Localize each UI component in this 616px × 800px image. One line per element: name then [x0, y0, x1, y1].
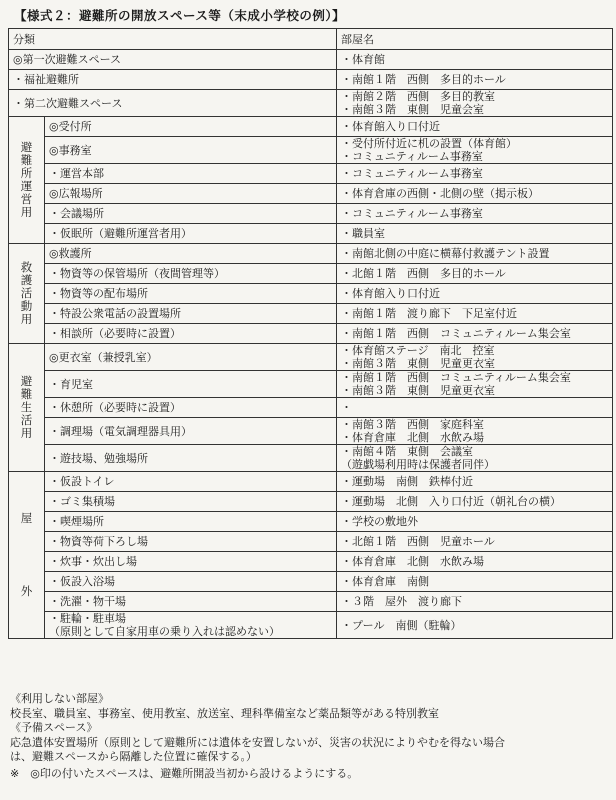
unused-rooms-heading: 《利用しない部屋》	[10, 692, 109, 705]
category-label: ・運営本部	[49, 167, 104, 180]
category-cell	[45, 264, 337, 284]
table-row	[9, 398, 613, 418]
room-name-line: ・体育館入り口付近	[341, 287, 440, 300]
category-note: （原則として自家用車の乗り入れは認めない）	[49, 625, 280, 638]
category-label: ・特設公衆電話の設置場所	[49, 307, 181, 320]
table-row	[9, 344, 613, 371]
footnote: ※ ◎印の付いたスペースは、避難所開設当初から設けるようにする。	[10, 766, 359, 780]
category-label: ・物資等の保管場所（夜間管理等）	[49, 267, 225, 280]
room-cell	[337, 90, 613, 117]
category-label: ・物資等荷下ろし場	[49, 535, 148, 548]
room-name-line: ・北館１階 西側 児童ホール	[341, 535, 495, 548]
room-cell	[337, 244, 613, 264]
table-row	[9, 137, 613, 164]
group-label-char: 活	[20, 286, 33, 300]
table-row	[9, 445, 613, 472]
category-cell	[45, 224, 337, 244]
category-label: ◎広報場所	[49, 187, 103, 200]
room-name-line: ・南館４階 東側 会議室	[341, 445, 473, 458]
group-label-char: 護	[20, 273, 33, 287]
table-row	[9, 532, 613, 552]
reserve-space-heading: 《予備スペース》	[10, 721, 98, 734]
category-cell	[45, 244, 337, 264]
space-table	[8, 28, 613, 639]
group-label-char: 活	[20, 413, 33, 427]
category-label: ◎救護所	[49, 247, 92, 260]
category-cell	[45, 492, 337, 512]
room-name-line: ・南館２階 西側 多目的教室	[341, 90, 495, 103]
unused-rooms-text: 校長室、職員室、事務室、使用教室、放送室、理科準備室など薬品類等がある特別教室	[10, 706, 439, 720]
table-row	[9, 224, 613, 244]
room-cell	[337, 184, 613, 204]
group-label-char: 避	[20, 374, 33, 388]
category-cell	[45, 344, 337, 371]
room-cell	[337, 50, 613, 70]
group-label-char: 避	[20, 140, 33, 154]
category-cell	[45, 512, 337, 532]
room-name-line: ・南館３階 西側 家庭科室	[341, 418, 484, 431]
room-cell	[337, 137, 613, 164]
room-name-line: ・体育館ステージ 南北 控室	[341, 344, 495, 357]
room-name-line: ・南館１階 西側 コミュニティルーム集会室	[341, 371, 571, 384]
group-label-cell	[9, 344, 45, 472]
category-cell	[45, 418, 337, 445]
room-cell	[337, 398, 613, 418]
room-name-line: ・南館１階 西側 コミュニティルーム集会室	[341, 327, 571, 340]
category-label: ・休憩所（必要時に設置）	[49, 401, 181, 414]
category-cell	[45, 612, 337, 639]
table-row	[9, 284, 613, 304]
category-label: ・喫煙場所	[49, 515, 104, 528]
category-cell	[45, 552, 337, 572]
room-name-line: ・運動場 南側 鉄棒付近	[341, 475, 473, 488]
room-name-line: ・３階 屋外 渡り廊下	[341, 595, 462, 608]
category-label: ・相談所（必要時に設置）	[49, 327, 181, 340]
room-name-line: ・南館３階 東側 児童更衣室	[341, 357, 495, 370]
category-cell: ◎第一次避難スペース	[9, 50, 337, 70]
table-row	[9, 324, 613, 344]
header-category: 分類	[9, 29, 337, 50]
group-label-char: 用	[20, 205, 33, 219]
group-label-char: 難	[20, 387, 33, 401]
group-label-cell	[9, 117, 45, 244]
category-label: ・炊事・炊出し場	[49, 555, 137, 568]
room-name-line: ・北館１階 西側 多目的ホール	[341, 267, 506, 280]
category-label: ・物資等の配布場所	[49, 287, 148, 300]
table-row	[9, 592, 613, 612]
room-cell	[337, 264, 613, 284]
category-cell	[45, 137, 337, 164]
category-cell	[45, 592, 337, 612]
group-label-cell	[9, 244, 45, 344]
room-cell	[337, 572, 613, 592]
room-cell	[337, 204, 613, 224]
table-row	[9, 117, 613, 137]
document-title: 【様式２：避難所の開放スペース等（末成小学校の例）】	[14, 8, 346, 23]
category-cell	[45, 398, 337, 418]
room-cell	[337, 492, 613, 512]
room-cell	[337, 164, 613, 184]
table-row	[9, 204, 613, 224]
table-body	[9, 50, 613, 639]
category-label: ◎更衣室（兼授乳室）	[49, 350, 158, 364]
category-cell	[45, 164, 337, 184]
room-name-line: ・体育倉庫 南側	[341, 575, 429, 588]
table-row	[9, 90, 613, 117]
room-name-line: ・南館北側の中庭に横幕付救護テント設置	[341, 247, 550, 260]
group-label-char: 難	[20, 153, 33, 167]
room-cell	[337, 472, 613, 492]
category-cell	[45, 117, 337, 137]
room-name-line: ・コミュニティルーム事務室	[341, 167, 483, 180]
room-name-line: ・受付所付近に机の設置（体育館）	[341, 137, 517, 150]
category-cell	[45, 371, 337, 398]
header-room: 部屋名	[337, 29, 613, 50]
room-name-line: ・体育倉庫の西側・北側の壁（掲示板）	[341, 187, 539, 200]
category-cell	[45, 184, 337, 204]
category-cell: ・福祉避難所	[9, 70, 337, 90]
room-name-line: ・体育倉庫 北側 水飲み場	[341, 555, 484, 568]
room-cell	[337, 304, 613, 324]
table-row	[9, 418, 613, 445]
room-name-line: ・プール 南側（駐輪）	[341, 618, 462, 632]
room-name-line: ・運動場 北側 入り口付近（朝礼台の横）	[341, 495, 561, 508]
group-label-char: 外	[20, 584, 33, 598]
room-cell	[337, 612, 613, 639]
category-cell	[45, 532, 337, 552]
group-label-char: 動	[20, 299, 33, 313]
room-name-line: （遊戯場利用時は保護者同伴）	[341, 458, 495, 471]
room-name-line: ・コミュニティルーム事務室	[341, 150, 483, 163]
category-label: ◎受付所	[49, 120, 92, 133]
category-label: ・遊技場、勉強場所	[49, 451, 148, 465]
room-cell	[337, 371, 613, 398]
group-label-char: 営	[20, 192, 33, 206]
table-row	[9, 472, 613, 492]
room-cell	[337, 284, 613, 304]
table-row	[9, 552, 613, 572]
table-row	[9, 371, 613, 398]
reserve-space-text-1: 応急遺体安置場所（原則として避難所には遺体を安置しないが、災害の状況によりやむを得ない場合	[10, 735, 505, 749]
group-label-char: 屋	[20, 511, 33, 525]
room-name-line: ・南館１階 渡り廊下 下足室付近	[341, 307, 517, 320]
category-cell	[45, 572, 337, 592]
category-cell	[45, 304, 337, 324]
room-cell	[337, 512, 613, 532]
group-label-char: 運	[20, 179, 33, 193]
category-cell	[45, 445, 337, 472]
room-name-line: ・	[341, 401, 352, 414]
category-cell	[45, 284, 337, 304]
category-label: ・仮眠所（避難所運営者用）	[49, 227, 192, 240]
group-label-char: 用	[20, 426, 33, 440]
room-cell	[337, 532, 613, 552]
room-name-line: ・コミュニティルーム事務室	[341, 207, 483, 220]
category-label: ・駐輪・駐車場	[49, 612, 126, 625]
group-label-char: 救	[20, 260, 33, 274]
reserve-space-text-2: は、避難スペースから隔離した位置に確保する。）	[10, 750, 257, 763]
room-name-line: ・体育館入り口付近	[341, 120, 440, 133]
room-cell	[337, 418, 613, 445]
category-label: ・洗濯・物干場	[49, 595, 126, 608]
table-row	[9, 512, 613, 532]
room-name-line: ・職員室	[341, 227, 385, 240]
category-cell: ・第二次避難スペース	[9, 90, 337, 117]
group-label-char: 生	[20, 400, 33, 414]
table-row	[9, 164, 613, 184]
room-name-line: ・体育館	[341, 53, 385, 66]
category-label: ・調理場（電気調理器具用）	[49, 424, 192, 438]
notes-section	[10, 692, 610, 781]
category-label: ・仮設トイレ	[49, 475, 115, 488]
table-row	[9, 70, 613, 90]
table-row	[9, 572, 613, 592]
group-label-char: 所	[20, 166, 33, 180]
table-row	[9, 244, 613, 264]
table-row	[9, 492, 613, 512]
room-cell	[337, 344, 613, 371]
category-label: ◎事務室	[49, 143, 92, 157]
room-cell	[337, 224, 613, 244]
room-name-line: ・南館１階 西側 多目的ホール	[341, 73, 506, 86]
group-label-char	[13, 555, 40, 585]
group-label-cell	[9, 472, 45, 639]
category-label: ・会議場所	[49, 207, 104, 220]
group-label-char	[13, 525, 40, 555]
category-cell	[45, 324, 337, 344]
category-label: ・仮設入浴場	[49, 575, 115, 588]
group-label-char: 用	[20, 312, 33, 326]
room-cell	[337, 445, 613, 472]
category-label: ・ゴミ集積場	[49, 495, 115, 508]
room-cell	[337, 70, 613, 90]
table-row	[9, 184, 613, 204]
room-name-line: ・南館３階 東側 児童更衣室	[341, 384, 495, 397]
room-cell	[337, 324, 613, 344]
room-name-line: ・体育倉庫 北側 水飲み場	[341, 431, 484, 444]
room-cell	[337, 592, 613, 612]
room-cell	[337, 117, 613, 137]
room-name-line: ・学校の敷地外	[341, 515, 418, 528]
table-header-row	[9, 29, 613, 50]
table-row	[9, 612, 613, 639]
table-row	[9, 304, 613, 324]
table-row	[9, 50, 613, 70]
category-cell	[45, 472, 337, 492]
table-row	[9, 264, 613, 284]
category-label: ・育児室	[49, 377, 93, 391]
room-cell	[337, 552, 613, 572]
category-cell	[45, 204, 337, 224]
room-name-line: ・南館３階 東側 児童会室	[341, 103, 484, 116]
